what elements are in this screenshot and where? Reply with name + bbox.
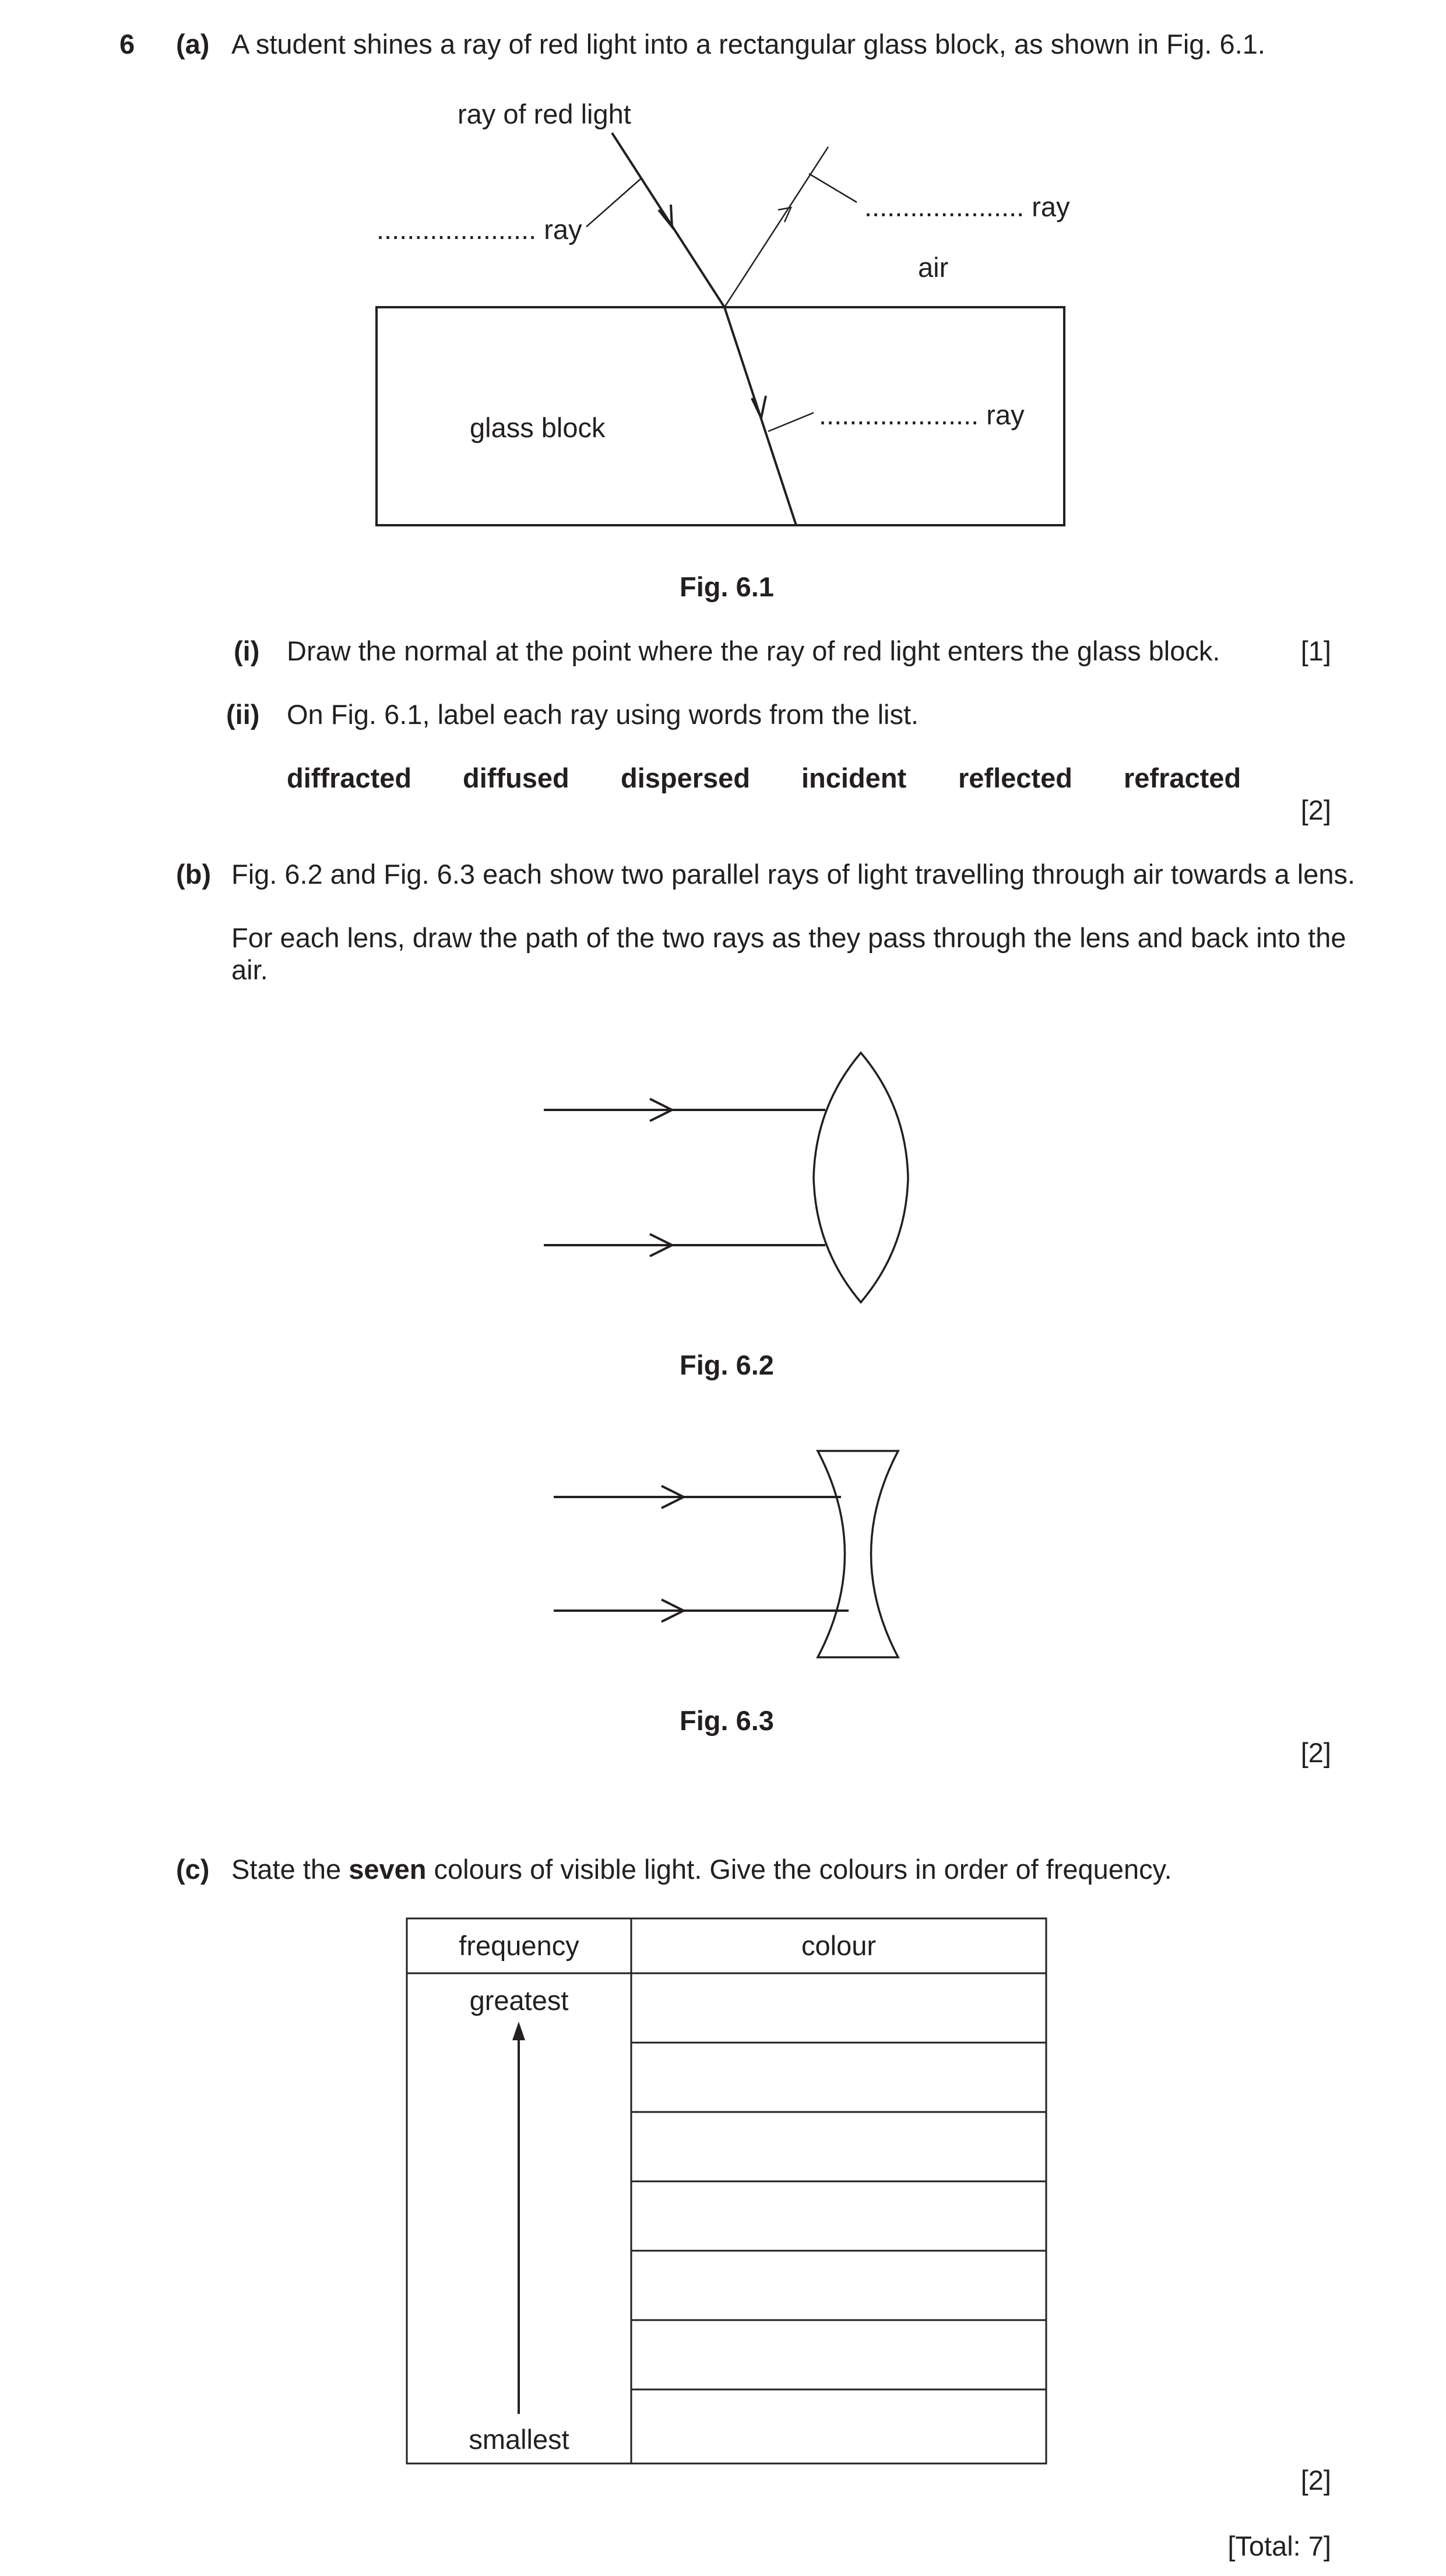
upper-right-ray-label: ..................... ray	[864, 191, 1070, 222]
part-b-marks: [2]	[1300, 1737, 1331, 1768]
colour-answer-cell-5[interactable]	[631, 2251, 1046, 2320]
part-c-marks: [2]	[1300, 2465, 1331, 2496]
part-c-label: (c)	[176, 1854, 210, 1885]
frequency-arrow-head	[512, 2022, 525, 2040]
colour-answer-cell-6[interactable]	[631, 2320, 1046, 2389]
part-a-text: A student shines a ray of red light into a rectangular glass block, as shown in Fig. 6.1.	[231, 29, 1265, 59]
part-b-label: (b)	[176, 859, 212, 890]
word-diffused: diffused	[463, 762, 569, 793]
fig-6-2-caption: Fig. 6.2	[680, 1349, 774, 1380]
frequency-greatest-label: greatest	[469, 1985, 569, 2016]
lower-ray-label: ..................... ray	[819, 399, 1025, 430]
sub-ii-label: (ii)	[226, 699, 260, 730]
fig-6-3-caption: Fig. 6.3	[680, 1705, 774, 1736]
colour-answer-cell-3[interactable]	[631, 2112, 1046, 2181]
part-c-text-bold: seven	[349, 1854, 427, 1885]
glass-block-label: glass block	[470, 412, 606, 443]
table-header-colour: colour	[801, 1930, 876, 1961]
colour-answer-cell-7[interactable]	[631, 2389, 1046, 2463]
part-a-label: (a)	[176, 29, 210, 59]
sub-i-marks: [1]	[1300, 635, 1331, 666]
word-reflected: reflected	[958, 762, 1072, 793]
sub-ii-marks: [2]	[1300, 795, 1331, 825]
sub-ii-text: On Fig. 6.1, label each ray using words from the list.	[287, 699, 919, 730]
part-c-text-before: State the	[231, 1854, 349, 1885]
sub-i-text: Draw the normal at the point where the ray of red light enters the glass block.	[287, 635, 1220, 666]
table-header-frequency: frequency	[459, 1930, 579, 1961]
ray-of-red-light-label: ray of red light	[458, 99, 631, 129]
part-b-text-1: Fig. 6.2 and Fig. 6.3 each show two parallel rays of light travelling through air towards a lens.	[231, 859, 1356, 890]
part-b-text-2-line2: air.	[231, 954, 268, 985]
left-ray-label: ..................... ray	[377, 214, 582, 245]
part-b-text-2-line1: For each lens, draw the path of the two rays as they pass through the lens and back into the	[231, 922, 1346, 953]
fig-6-1-caption: Fig. 6.1	[680, 571, 774, 602]
word-incident: incident	[801, 762, 907, 793]
word-refracted: refracted	[1124, 762, 1241, 793]
colour-answer-cell-2[interactable]	[631, 2043, 1046, 2112]
sub-i-label: (i)	[234, 635, 260, 666]
colour-answer-cell-1[interactable]	[631, 1973, 1046, 2043]
air-label: air	[918, 252, 949, 283]
colour-answer-cell-4[interactable]	[631, 2181, 1046, 2251]
question-number: 6	[119, 29, 135, 59]
part-c-text-after: colours of visible light. Give the colours in order of frequency.	[426, 1854, 1172, 1885]
total-marks: [Total: 7]	[1227, 2531, 1331, 2561]
frequency-smallest-label: smallest	[469, 2424, 569, 2455]
word-diffracted: diffracted	[287, 762, 412, 793]
word-dispersed: dispersed	[621, 762, 751, 793]
